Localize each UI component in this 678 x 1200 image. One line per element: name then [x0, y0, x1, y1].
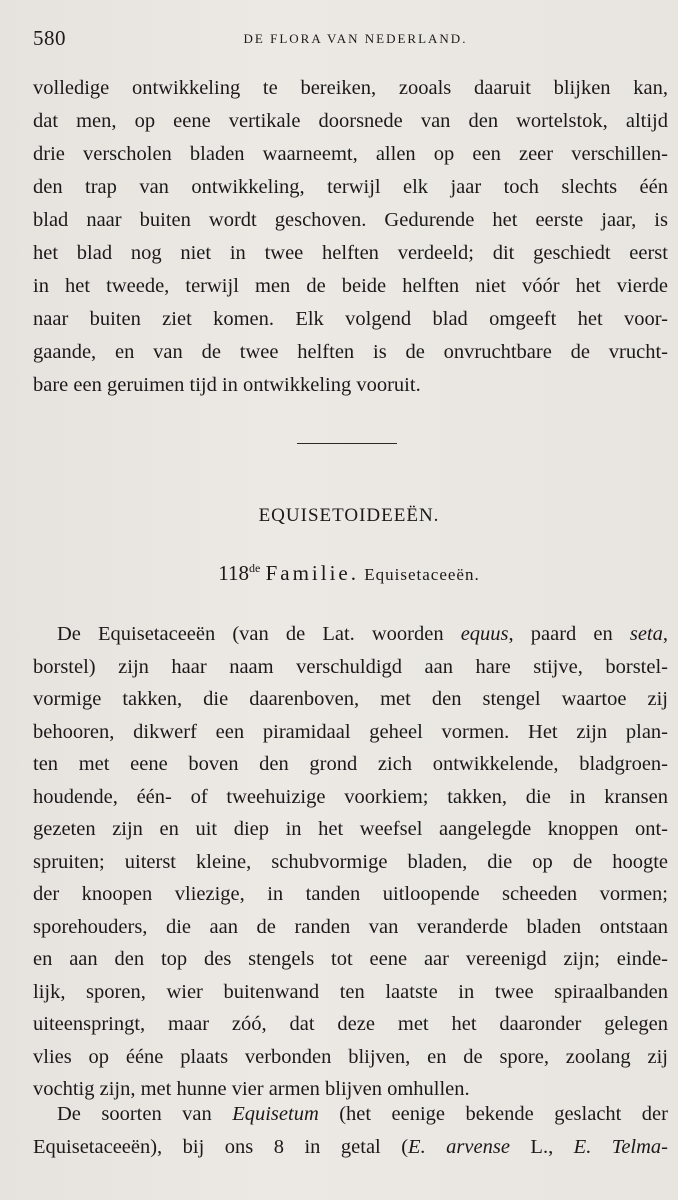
italic-term: Equisetum: [232, 1103, 319, 1125]
text-line: [33, 1098, 668, 1131]
text-line: vochtig zijn, met hunne vier armen blijven omhullen.: [33, 1078, 470, 1100]
paragraph-2: [33, 618, 668, 1106]
text-line: vormige takken, die daarenboven, met den stengel waartoe zij: [33, 688, 668, 710]
family-heading: [0, 561, 678, 586]
text-line: dat men, op eene vertikale doorsnede van den wortelstok, altijd: [33, 110, 668, 132]
italic-term: E. arvense: [408, 1135, 510, 1158]
paragraph-1: [33, 72, 668, 402]
text-run: De soorten van: [57, 1103, 233, 1125]
text-line: den trap van ontwikkeling, terwijl elk jaar toch slechts één: [33, 176, 668, 198]
text-line: gaande, en van de twee helften is de onvruchtbare de vrucht-: [33, 341, 668, 363]
text-line: [33, 618, 668, 651]
text-run: (het eenige bekende geslacht der: [318, 1103, 668, 1125]
italic-term: seta: [629, 623, 663, 645]
text-line: drie verscholen bladen waarneemt, allen op een zeer verschillen-: [33, 143, 668, 165]
family-name: Equisetaceeën.: [364, 565, 480, 584]
text-line: het blad nog niet in twee helften verdeeld; dit geschiedt eerst: [33, 242, 668, 264]
section-title: EQUISETOIDEEËN.: [258, 505, 440, 526]
paragraph-3: [33, 1098, 668, 1163]
text-line: blad naar buiten wordt geschoven. Gedurende het eerste jaar, is: [33, 209, 668, 231]
text-line: [33, 1131, 668, 1164]
text-line: en aan den top des stengels tot eene aar vereenigd zijn; einde-: [33, 948, 668, 970]
text-line: uiteenspringt, maar zóó, dat deze met het daaronder gelegen: [33, 1013, 668, 1035]
text-run: ,: [662, 623, 668, 645]
family-number-suffix: de: [249, 561, 261, 575]
text-line: behooren, dikwerf een piramidaal geheel vormen. Het zijn plan-: [33, 720, 668, 743]
text-run: Equisetaceeën), bij ons 8 in getal (: [33, 1135, 409, 1158]
text-run: De Equisetaceeën (van de Lat. woorden: [57, 623, 461, 645]
text-line: houdende, één- of tweehuizige voorkiem; takken, die in kransen: [33, 785, 668, 808]
text-line: lijk, sporen, wier buitenwand ten laatste in twee spiraalbanden: [33, 980, 668, 1003]
text-line: borstel) zijn haar naam verschuldigd aan hare stijve, borstel-: [33, 655, 668, 678]
family-number: 118: [218, 561, 249, 585]
italic-term: equus: [460, 623, 509, 645]
text-line: gezeten zijn en uit diep in het weefsel aangelegde knoppen ont-: [33, 818, 668, 840]
text-line: naar buiten ziet komen. Elk volgend blad omgeeft het voor-: [33, 308, 668, 330]
text-line: vlies op ééne plaats verbonden blijven, en de spore, zoolang zij: [33, 1045, 668, 1068]
running-title: DE FLORA VAN NEDERLAND.: [243, 31, 468, 46]
text-line: volledige ontwikkeling te bereiken, zooals daaruit blijken kan,: [33, 77, 668, 99]
italic-term: E. Telma-: [573, 1135, 668, 1158]
text-run: L.,: [509, 1135, 574, 1158]
text-line: sporehouders, die aan de randen van veranderde bladen ontstaan: [33, 915, 668, 938]
text-line: der knoopen vliezige, in tanden uitloopende scheeden vormen;: [33, 883, 668, 905]
text-run: , paard en: [508, 623, 630, 645]
page-header: [33, 26, 638, 56]
page-number: 580: [33, 26, 66, 50]
text-line: spruiten; uiterst kleine, schubvormige bladen, die op de hoogte: [33, 850, 668, 873]
family-word: Familie.: [265, 561, 359, 585]
text-line: bare een geruimen tijd in ontwikkeling vooruit.: [33, 374, 421, 396]
text-line: ten met eene boven den grond zich ontwikkelende, bladgroen-: [33, 753, 668, 775]
section-divider: [297, 443, 397, 444]
text-line: in het tweede, terwijl men de beide helften niet vóór het vierde: [33, 275, 668, 297]
